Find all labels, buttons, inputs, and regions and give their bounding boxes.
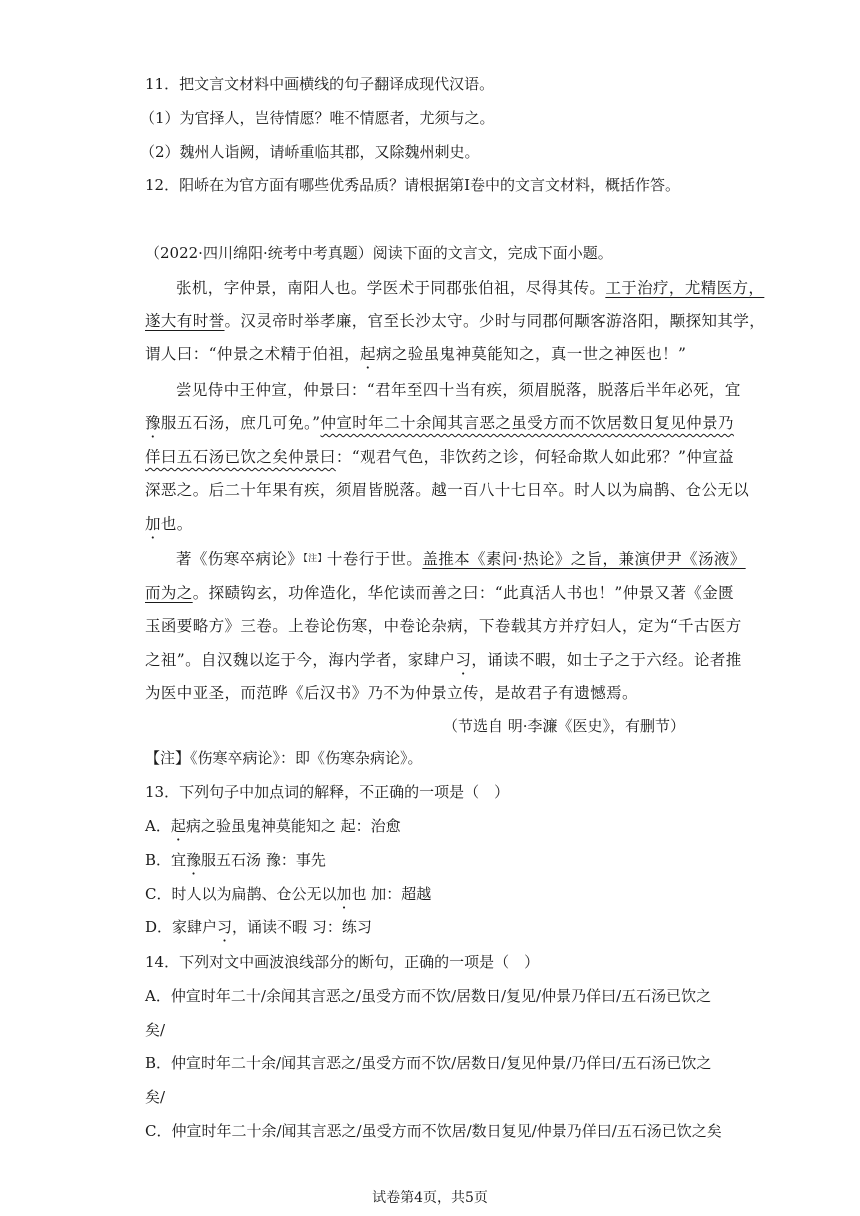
wavy-underlined-text: 佯曰五石汤已饮之矣仲景曰	[145, 448, 336, 466]
q13-option-c: C．时人以为扁鹊、仓公无以加也 加：超越	[145, 885, 432, 903]
dotted-char: 习	[217, 918, 233, 936]
q11-sentence-1: （1）为官择人，岂待情愿？唯不情愿者，尤须与之。	[140, 109, 495, 127]
passage-line: 张机，字仲景，南阳人也。学医术于同郡张伯祖，尽得其传。工于治疗，尤精医方，	[176, 279, 765, 297]
q14-option-a-cont: 矣/	[145, 1021, 166, 1039]
underlined-sentence: 遂大有时誉	[145, 312, 225, 330]
page-footer: 试卷第4页，共5页	[372, 1190, 488, 1206]
q14-option-a: A．仲宣时年二十/余闻其言恶之/虽受方而不饮/居数日/复见/仲景乃佯曰/五石汤已饮之	[145, 987, 712, 1005]
passage-line: 豫服五石汤，庶几可免。”仲宣时年二十余闻其言恶之虽受方而不饮居数日复见仲景乃	[145, 414, 734, 432]
passage-source: （节选自 明·李濂《医史》，有删节）	[443, 717, 686, 735]
q12-stem: 12．阳峤在为官方面有哪些优秀品质？请根据第Ⅰ卷中的文言文材料，概括作答。	[145, 176, 681, 194]
dotted-char: 起	[170, 817, 186, 835]
underlined-sentence: 而为之	[145, 584, 193, 602]
q14-option-c: C．仲宣时年二十余/闻其言恶之/虽受方而不饮居/数日复见/仲景乃佯曰/五石汤已饮之矣	[145, 1122, 722, 1140]
passage-line: 尝见侍中王仲宣，仲景曰：“君年至四十当有疾，须眉脱落，脱落后半年必死，宜	[176, 381, 741, 399]
passage-line: 而为之。探赜钩玄，功侔造化，华佗读而善之曰：“此真活人书也！”仲景又著《金匮	[145, 584, 735, 602]
dotted-char: 加	[336, 885, 352, 903]
q14-stem: 14．下列对文中画波浪线部分的断句，正确的一项是（ ）	[145, 953, 540, 971]
q14-option-b-cont: 矣/	[145, 1088, 166, 1106]
wavy-underlined-text: 仲宣时年二十余闻其言恶之虽受方而不饮居数日复见仲景乃	[320, 414, 734, 432]
passage-line: 为医中亚圣，而范晔《后汉书》乃不为仲景立传，是故君子有遗憾焉。	[145, 684, 638, 702]
footnote-marker: 【注】	[303, 554, 327, 564]
q11-stem: 11．把文言文材料中画横线的句子翻译成现代汉语。	[145, 75, 495, 93]
passage-intro: （2022·四川绵阳·统考中考真题）阅读下面的文言文，完成下面小题。	[145, 244, 613, 262]
passage-line: 著《伤寒卒病论》$^{【注】}$十卷行于世。盖推本《素问·热论》之旨，兼演伊尹《汤液》	[176, 550, 746, 568]
passage-line: 谓人曰：“仲景之术精于伯祖，起病之验虽鬼神莫能知之，真一世之神医也！”	[145, 345, 687, 363]
underlined-sentence: 工于治疗，尤精医方，	[605, 279, 765, 297]
footnote: 【注】《伤寒卒病论》：即《伤寒杂病论》。	[145, 749, 423, 767]
dotted-char: 豫	[145, 414, 161, 432]
underlined-sentence: 盖推本《素问·热论》之旨，兼演伊尹《汤液》	[422, 550, 746, 568]
passage-line: 遂大有时誉。汉灵帝时举孝廉，官至长沙太守。少时与同郡何颙客游洛阳，颙探知其学，	[145, 312, 766, 330]
dotted-char: 起	[360, 345, 376, 363]
passage-line: 加也。	[145, 515, 193, 533]
dotted-char: 加	[145, 515, 161, 533]
passage-line: 玉函要略方》三卷。上卷论伤寒，中卷论杂病，下卷载其方并疗妇人，定为“千古医方	[145, 617, 742, 635]
dotted-char: 豫	[186, 851, 202, 869]
q13-stem: 13．下列句子中加点词的解释，不正确的一项是（ ）	[145, 783, 510, 801]
q13-option-a: A．起病之验虽鬼神莫能知之 起：治愈	[145, 817, 401, 835]
dotted-char: 习	[455, 651, 472, 669]
passage-line: 佯曰五石汤已饮之矣仲景曰：“观君气色，非饮药之诊，何轻命欺人如此邪？”仲宣益	[145, 448, 735, 466]
q13-option-d: D．家肆户习，诵读不暇 习：练习	[145, 918, 372, 936]
q11-sentence-2: （2）魏州人诣阙，请峤重临其郡，又除魏州刺史。	[140, 143, 480, 161]
passage-line: 深恶之。后二十年果有疾，须眉皆脱落。越一百八十七日卒。时人以为扁鹊、仓公无以	[145, 481, 750, 499]
passage-line: 之祖”。自汉魏以迄于今，海内学者，家肆户习，诵读不暇，如士子之于六经。论者推	[145, 651, 742, 669]
q14-option-b: B．仲宣时年二十余/闻其言恶之/虽受方而不饮/居数日/复见仲景/乃佯曰/五石汤已饮之	[145, 1054, 712, 1072]
q13-option-b: B．宜豫服五石汤 豫：事先	[145, 851, 326, 869]
